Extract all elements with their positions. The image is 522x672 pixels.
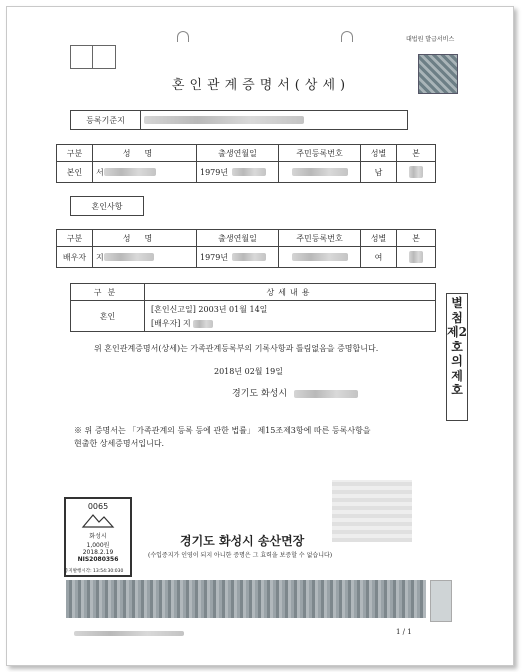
note-line-1: ※ 위 증명서는 「가족관계의 등록 등에 관한 법률」 제15조제3항에 따른 등록사항을	[74, 426, 371, 435]
registration-label: 등록기준지	[71, 111, 141, 129]
issuer-prefix: 경기도 화성시	[232, 389, 288, 399]
spouse-name-redacted	[104, 253, 154, 261]
stamp-footer: 증지발행시각: 13:54:30:030	[64, 569, 124, 574]
detail-row	[70, 300, 436, 332]
issue-date: 2018년 02월 19일	[214, 367, 283, 376]
page-number: 1 / 1	[396, 628, 412, 636]
detail-hdr-content: 상세내용	[266, 287, 314, 297]
spouse-origin-redacted	[409, 251, 423, 263]
qr-label: 대법원 발급서비스	[406, 36, 455, 43]
punch-hole-right	[341, 31, 353, 42]
stamp-amount: 1,000원	[86, 542, 110, 549]
self-header-row	[56, 144, 436, 162]
self-birth-redacted	[232, 168, 266, 176]
revenue-stamp	[64, 497, 132, 577]
hdr-id: 주민등록번호	[279, 145, 361, 161]
hdr-sex: 성별	[361, 145, 397, 161]
sp-hdr-sex: 성별	[361, 230, 397, 246]
spouse-sex: 여	[361, 247, 397, 267]
detail-spouse-redacted	[193, 320, 213, 328]
stamp-code: NIS2080356	[77, 556, 119, 563]
registration-value-redacted	[144, 116, 304, 124]
official-title: 경기도 화성시 송산면장	[180, 534, 305, 548]
blank-box-1	[70, 45, 94, 69]
stamp-city: 화성시	[89, 533, 107, 540]
punch-hole-left	[177, 31, 189, 42]
marriage-section-label: 혼인사항	[70, 196, 144, 216]
self-origin-redacted	[409, 166, 423, 178]
sp-hdr-id: 주민등록번호	[279, 230, 361, 246]
stamp-emblem-icon	[81, 511, 115, 529]
spouse-type: 배우자	[57, 247, 93, 267]
hdr-type: 구분	[57, 145, 93, 161]
detail-type: 혼인	[71, 301, 145, 331]
self-name-redacted	[104, 168, 156, 176]
sp-hdr-name: 성명	[93, 230, 197, 246]
registration-row	[70, 110, 408, 130]
blank-box-2	[92, 45, 116, 69]
issuer-line	[232, 386, 358, 399]
detail-hdr-type: 구분	[71, 284, 145, 300]
spouse-birth-year: 1979년	[200, 252, 229, 262]
spouse-name-prefix: 지	[96, 252, 104, 262]
self-birth-year: 1979년	[200, 167, 229, 177]
hdr-name: 성명	[93, 145, 197, 161]
hdr-birth: 출생연월일	[197, 145, 279, 161]
side-form-label: 별첨제2호의제호	[446, 293, 468, 421]
self-id-redacted	[292, 168, 348, 176]
spouse-id-redacted	[292, 253, 348, 261]
spouse-header-row	[56, 229, 436, 247]
spouse-row	[56, 246, 436, 268]
detail-marriage-date: [혼인신고일] 2003년 01월 14일	[151, 304, 268, 314]
official-note: (수입증지가 인영이 되지 아니한 증명은 그 효력을 보증할 수 없습니다)	[148, 552, 333, 559]
stamp-date: 2018.2.19	[82, 549, 114, 556]
sp-hdr-type: 구분	[57, 230, 93, 246]
sp-hdr-birth: 출생연월일	[197, 230, 279, 246]
self-type: 본인	[57, 162, 93, 182]
sp-hdr-origin: 본	[412, 233, 420, 243]
detail-header-row	[70, 283, 436, 301]
spouse-birth-redacted	[232, 253, 266, 261]
note-line-2: 현출한 상세증명서입니다.	[74, 439, 165, 448]
detail-spouse-label: [배우자] 지	[151, 318, 191, 328]
certify-text: 위 혼인관계증명서(상세)는 가족관계등록부의 기록사항과 틀림없음을 증명합니다.	[94, 344, 379, 353]
footer-redacted	[74, 631, 184, 636]
barcode-redacted	[66, 580, 426, 618]
document-title: 혼인관계증명서(상세)	[171, 78, 351, 93]
stamp-number: 0065	[87, 502, 109, 511]
issuer-redacted	[294, 390, 358, 398]
official-seal-redacted	[332, 480, 412, 542]
hdr-origin: 본	[412, 148, 420, 158]
self-sex: 남	[361, 162, 397, 182]
self-row	[56, 161, 436, 183]
self-name-prefix: 서	[96, 167, 104, 177]
corner-mark	[430, 580, 452, 622]
